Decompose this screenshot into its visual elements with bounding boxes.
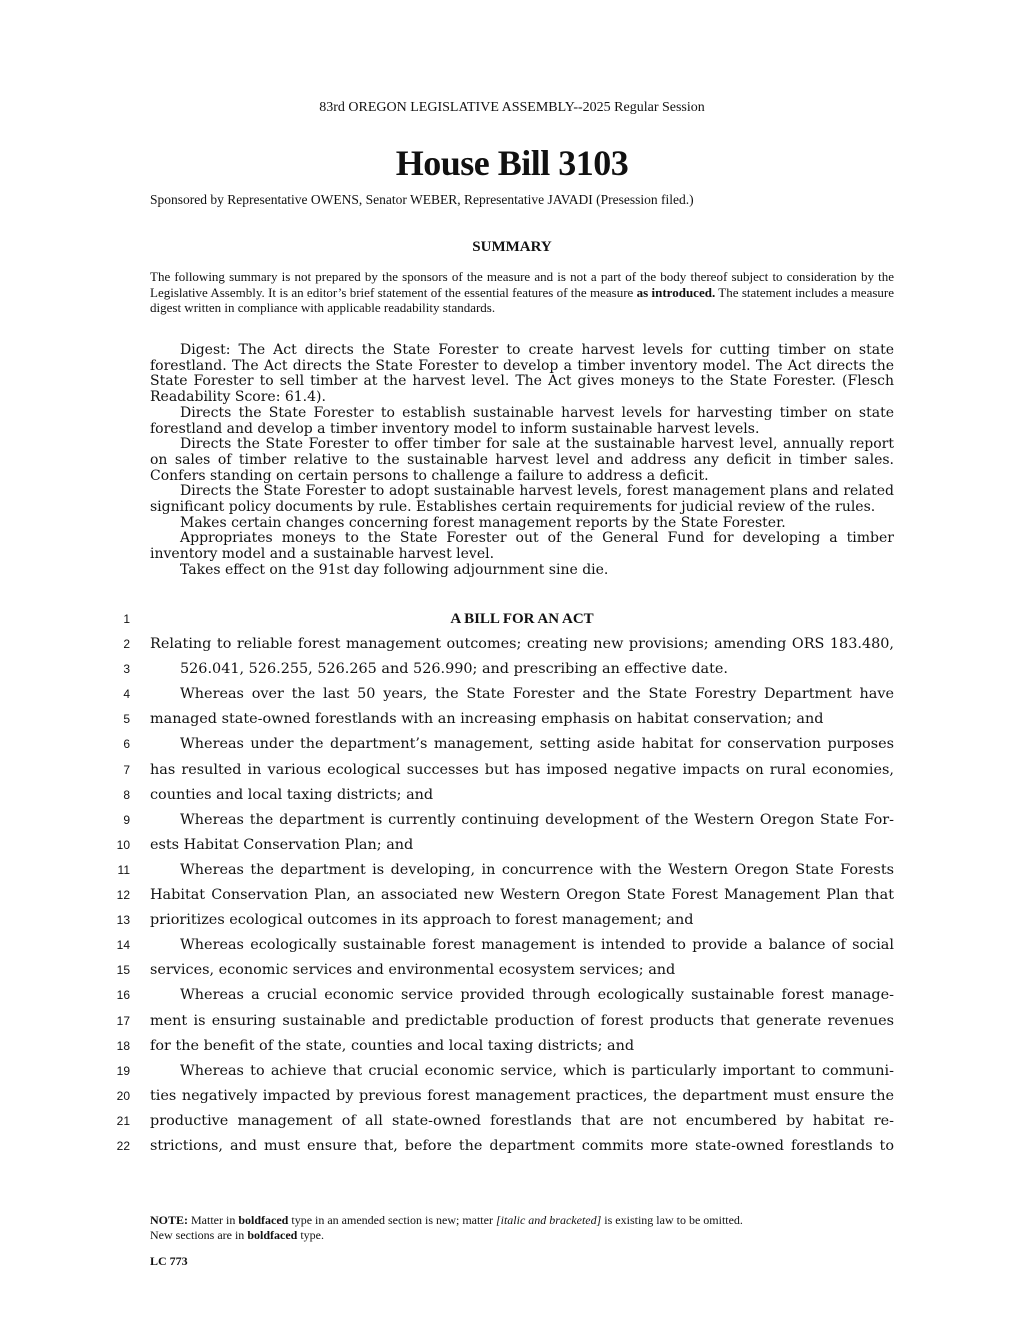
note-text: New sections are in [150, 1228, 248, 1242]
bill-line: Whereas over the last 50 years, the State Forester and the State Forestry Department have [180, 686, 894, 703]
line-number: 8 [123, 787, 130, 802]
line-number: 10 [116, 837, 130, 852]
line-number: 17 [116, 1013, 130, 1028]
line-number: 9 [123, 812, 130, 827]
line-number: 5 [123, 712, 130, 727]
line-number: 21 [116, 1113, 130, 1128]
digest-paragraph: Digest: The Act directs the State Forester to create harvest levels for cutting timber on state forestland. The Act directs the State Forester to develop a timber inventory model. The Act directs the State Forester to sell timber at the harvest level. The Act gives moneys to the State Forester. (Flesch Readability Score: 61.4). [150, 342, 894, 406]
bill-line: ment is ensuring sustainable and predictable production of forest products that generate revenues [150, 1012, 894, 1029]
line-number: 2 [123, 637, 130, 652]
sponsors-line: Sponsored by Representative OWENS, Senator WEBER, Representative JAVADI (Presession filed.) [150, 192, 694, 207]
lc-number: LC 773 [150, 1254, 188, 1268]
note-bold: boldfaced [247, 1228, 298, 1242]
line-number: 16 [116, 988, 130, 1003]
bill-line: Whereas ecologically sustainable forest management is intended to provide a balance of social [180, 937, 894, 954]
note-bold: boldfaced [238, 1213, 289, 1227]
summary-intro-text-2: The statement includes a measure digest written in compliance with applicable readability standards. [150, 284, 895, 315]
note-text: is existing law to be omitted. [601, 1213, 743, 1227]
bill-line: Whereas the department is currently continuing development of the Western Oregon State For- [180, 811, 894, 828]
line-number: 6 [123, 737, 130, 752]
line-number: 19 [116, 1063, 130, 1078]
bill-line: managed state-owned forestlands with an increasing emphasis on habitat conservation; and [150, 711, 824, 728]
digest-paragraph: Directs the State Forester to offer timber for sale at the sustainable harvest level, annually report on sales of timber relative to the sustainable harvest level and address any deficit in timber sales. Confers standing on certain persons to challenge a failure to address a deficit. [150, 436, 894, 484]
bill-line: Habitat Conservation Plan, an associated new Western Oregon State Forest Management Plan that [150, 887, 894, 904]
summary-heading: SUMMARY [472, 239, 552, 255]
digest-paragraph: Directs the State Forester to adopt sustainable harvest levels, forest management plans and related significant policy documents by rule. Establishes certain requirements for judicial review of the rules. [150, 483, 894, 516]
digest-paragraph: Directs the State Forester to establish sustainable harvest levels for harvesting timber on state forestland and develop a timber inventory model to inform sustainable harvest levels. [150, 404, 894, 437]
line-number: 20 [116, 1088, 130, 1103]
note-text: Matter in [188, 1213, 239, 1227]
bill-line: Whereas to achieve that crucial economic service, which is particularly important to communi- [180, 1062, 894, 1079]
session-header: 83rd OREGON LEGISLATIVE ASSEMBLY--2025 Regular Session [319, 100, 705, 115]
bill-line: ests Habitat Conservation Plan; and [150, 836, 414, 853]
bill-line: counties and local taxing districts; and [150, 786, 434, 803]
line-number: 7 [123, 762, 130, 777]
bill-text [150, 607, 894, 1159]
note-text: type. [297, 1228, 324, 1242]
line-number: 11 [117, 862, 130, 877]
line-number: 12 [116, 888, 130, 903]
line-number: 14 [116, 938, 130, 953]
bill-line: Whereas under the department’s management, setting aside habitat for conservation purposes [180, 736, 894, 753]
summary-intro-bold: as introduced. [636, 284, 716, 300]
line-number: 22 [116, 1138, 130, 1153]
bill-line: Whereas a crucial economic service provided through ecologically sustainable forest manage- [180, 987, 894, 1004]
bill-line: strictions, and must ensure that, before the department commits more state-owned forestlands to [150, 1137, 894, 1154]
line-number: 18 [116, 1038, 130, 1053]
digest [150, 343, 894, 579]
bill-line: 526.041, 526.255, 526.265 and 526.990; and prescribing an effective date. [180, 661, 729, 678]
bill-line: services, economic services and environmental ecosystem services; and [150, 962, 676, 979]
digest-paragraph: Takes effect on the 91st day following adjournment sine die. [180, 561, 609, 578]
line-number: 15 [116, 963, 130, 978]
bill-line: for the benefit of the state, counties and local taxing districts; and [150, 1037, 635, 1054]
line-number: 3 [123, 662, 130, 677]
bill-line: productive management of all state-owned forestlands that are not encumbered by habitat re- [150, 1112, 894, 1129]
bill-line: ties negatively impacted by previous forest management practices, the department must ensure the [150, 1087, 894, 1104]
digest-paragraph: Appropriates moneys to the State Forester out of the General Fund for developing a timber inventory model and a sustainable harvest level. [150, 530, 894, 563]
digest-paragraph: Makes certain changes concerning forest management reports by the State Forester. [180, 514, 786, 531]
bill-line: has resulted in various ecological successes but has imposed negative impacts on rural economies, [150, 761, 894, 778]
note-italic: [italic and bracketed] [495, 1213, 602, 1227]
summary-intro [150, 269, 894, 316]
bill-title: House Bill 3103 [395, 143, 629, 183]
line-numbers [104, 607, 130, 1159]
footer-note [150, 1213, 894, 1243]
bill-line: Whereas the department is developing, in concurrence with the Western Oregon State Forests [180, 861, 894, 878]
line-number: 13 [116, 913, 130, 928]
bill-heading: A BILL FOR AN ACT [450, 611, 594, 627]
bill-line: Relating to reliable forest management outcomes; creating new provisions; amending ORS 183.480, [150, 636, 894, 653]
line-number: 4 [123, 687, 130, 702]
note-text: type in an amended section is new; matter [288, 1213, 496, 1227]
bill-line: prioritizes ecological outcomes in its approach to forest management; and [150, 912, 694, 929]
note-label: NOTE: [150, 1213, 189, 1227]
line-number: 1 [123, 612, 130, 626]
summary-intro-text-1: The following summary is not prepared by the sponsors of the measure and is not a part of the body thereof subject to consideration by the Legislative Assembly. It is an editor’s brief statement of the essential features of the measure [150, 269, 894, 300]
